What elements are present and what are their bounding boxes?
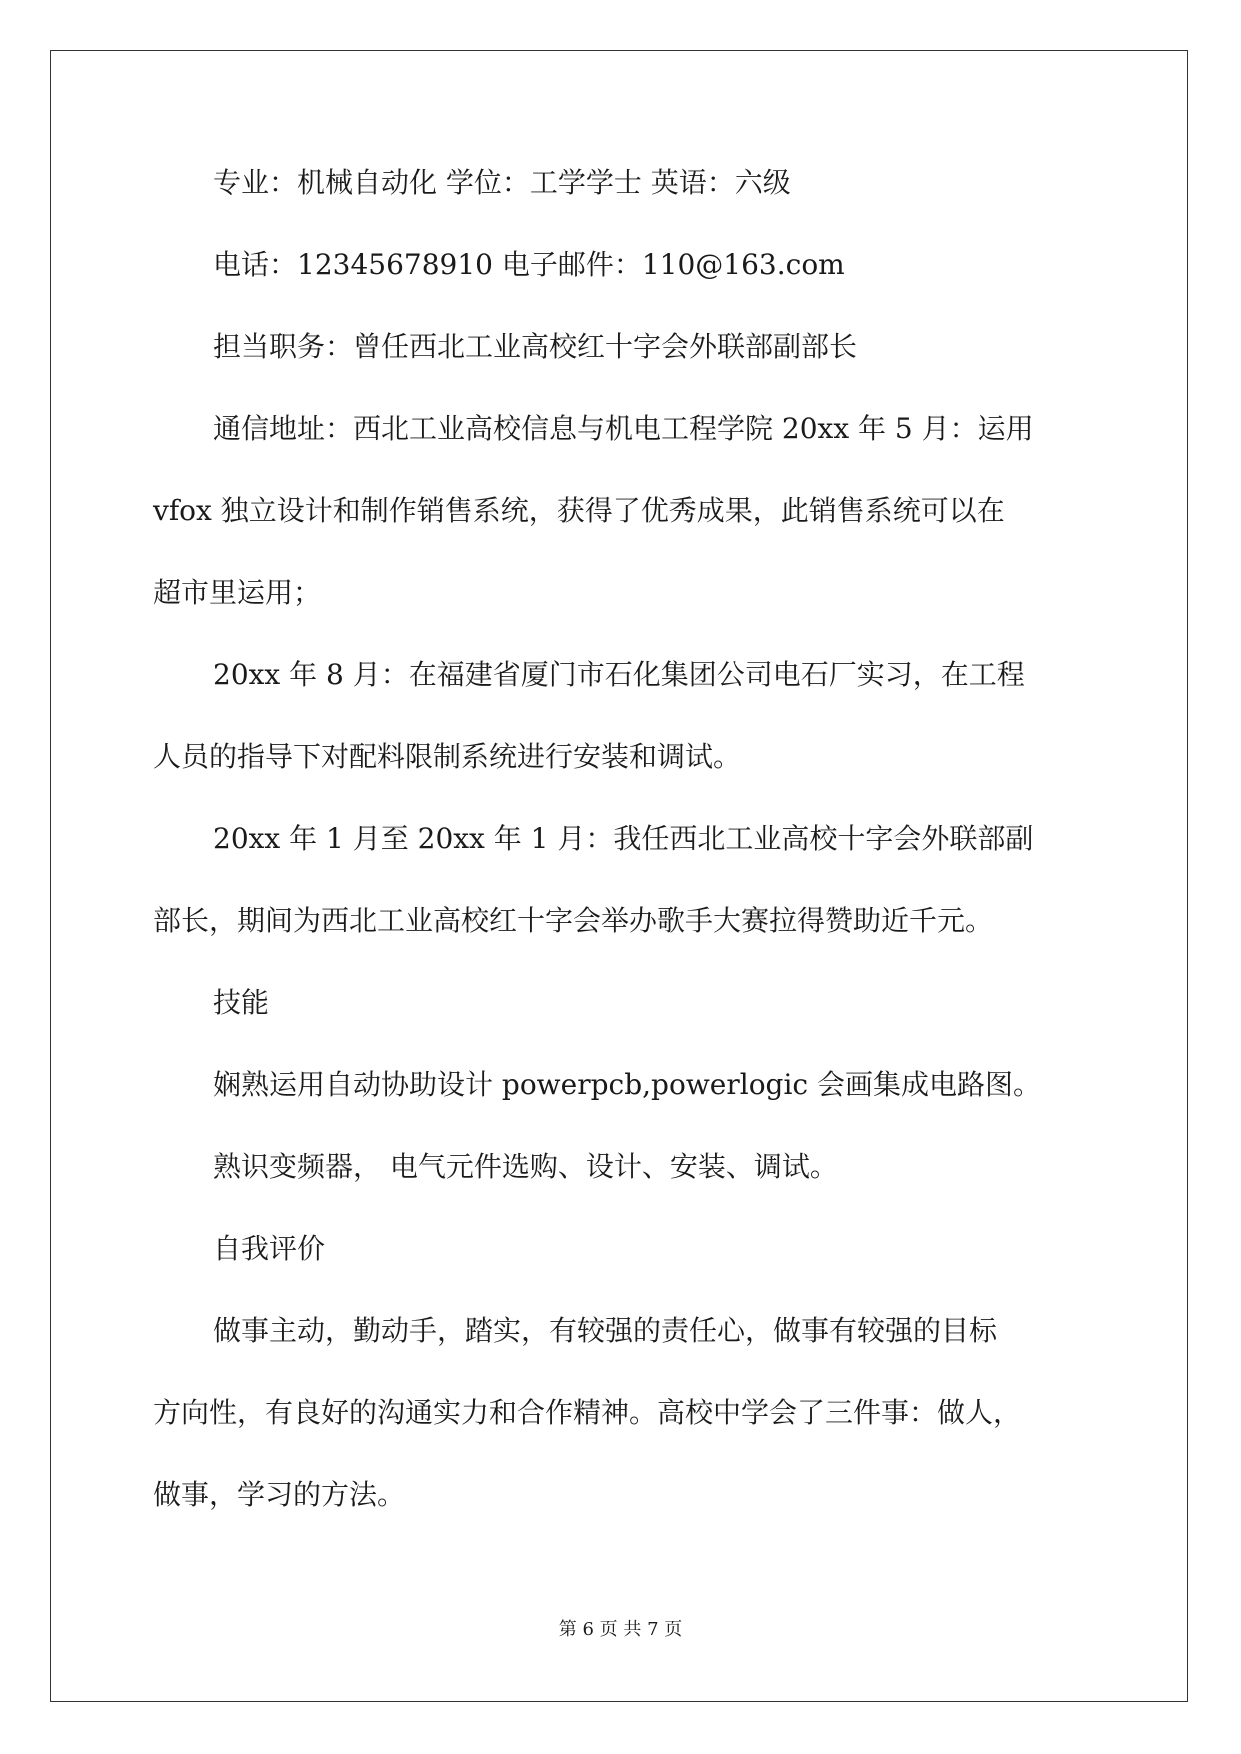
line-evaluation-3: 做事，学习的方法。 [153,1478,406,1511]
heading-self-evaluation: 自我评价 [213,1232,326,1265]
heading-skills: 技能 [213,986,270,1019]
line-address: 通信地址：西北工业高校信息与机电工程学院 20xx 年 5 月：运用 [213,412,1034,445]
line-evaluation-1: 做事主动，勤动手，踏实，有较强的责任心，做事有较强的目标 [213,1314,998,1347]
line-red-cross-cont: 部长，期间为西北工业高校红十字会举办歌手大赛拉得赞助近千元。 [153,904,994,937]
line-major-degree: 专业：机械自动化 学位：工学学士 英语：六级 [213,166,791,199]
line-skill-inverter: 熟识变频器， 电气元件选购、设计、安装、调试。 [213,1150,838,1183]
line-phone-email: 电话：12345678910 电子邮件：110@163.com [213,248,845,281]
line-supermarket: 超市里运用； [153,576,322,609]
line-internship-cont: 人员的指导下对配料限制系统进行安装和调试。 [153,740,742,773]
line-evaluation-2: 方向性，有良好的沟通实力和合作精神。高校中学会了三件事：做人， [153,1396,1022,1429]
line-internship: 20xx 年 8 月：在福建省厦门市石化集团公司电石厂实习，在工程 [213,658,1025,691]
document-body [153,163,1088,1557]
line-vfox-project: vfox 独立设计和制作销售系统，获得了优秀成果，此销售系统可以在 [153,494,1005,527]
line-red-cross: 20xx 年 1 月至 20xx 年 1 月：我任西北工业高校十字会外联部副 [213,822,1034,855]
line-position: 担当职务：曾任西北工业高校红十字会外联部副部长 [213,330,858,363]
page-number-footer: 第 6 页 共 7 页 [558,1619,683,1640]
line-skill-cad: 娴熟运用自动协助设计 powerpcb,powerlogic 会画集成电路图。 [213,1068,1042,1101]
